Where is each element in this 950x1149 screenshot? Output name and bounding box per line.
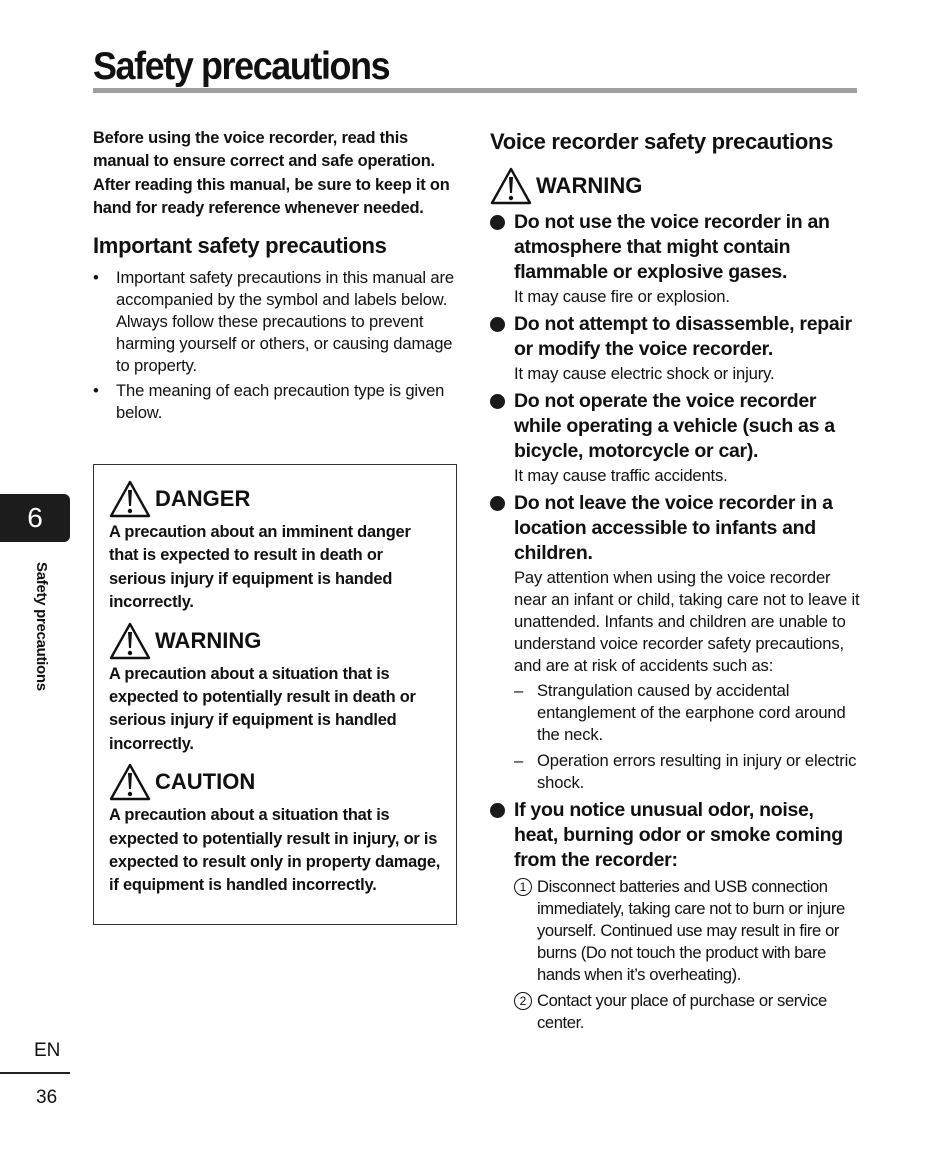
accident-examples-list [514,680,862,794]
list-item [490,210,862,308]
list-item [514,990,862,1034]
item-body: It may cause electric shock or injury. [514,364,775,383]
list-item [93,380,461,424]
chapter-number: 6 [27,502,43,533]
list-item [93,267,461,378]
item-title: Do not operate the voice recorder while operating a vehicle (such as a bicycle, motorcycle or car). [514,390,835,462]
caution-description: A precaution about a situation that is expected to potentially result in injury, or is expected to result only in property damage, if equipment is handled incorrectly. [109,806,441,895]
danger-description: A precaution about an imminent danger that is expected to result in death or serious injury if equipment is handed incorrectly. [109,523,411,612]
dash-glyph: – [514,751,524,770]
overheating-steps-list [514,876,862,1034]
item-body: It may cause fire or explosion. [514,287,730,306]
title-divider [93,88,857,93]
dash-item-text: Operation errors resulting in injury or electric shock. [537,751,857,792]
item-title: Do not leave the voice recorder in a location accessible to infants and children. [514,492,833,564]
bullet-dot-icon [490,803,505,818]
list-item [514,750,862,794]
list-item [490,312,862,385]
precaution-bullet-list [93,267,461,424]
step-number-circle: 1 [514,878,532,896]
item-title: If you notice unusual odor, noise, heat, burning odor or smoke coming from the recorder: [514,799,843,871]
bullet-dot-icon [490,317,505,332]
list-item [490,389,862,487]
danger-label: DANGER [155,486,251,511]
item-body: Pay attention when using the voice recorder near an infant or child, taking care not to leave it unattended. Infants and children are unable to understand voice recorder safety precautions, and are at risk of accidents such as: [514,568,860,675]
warning-triangle-icon [109,763,151,801]
important-precautions-heading: Important safety precautions [93,232,387,258]
list-item [514,680,862,746]
item-title: Do not attempt to disassemble, repair or modify the voice recorder. [514,313,852,360]
chapter-tab [0,494,70,542]
dash-glyph: – [514,681,524,700]
bullet-dot-icon [490,496,505,511]
page-number: 36 [36,1087,58,1108]
bullet-dot-icon [490,215,505,230]
warning-triangle-icon [109,622,151,660]
language-label: EN [34,1040,61,1061]
warning-heading [490,164,862,208]
warning-triangle-icon [109,480,151,518]
footer-divider [0,1072,70,1074]
step-text: Disconnect batteries and USB connection immediately, taking care not to burn or injure yourself. Continued use may result in fire or burns (Do not touch the product with bare hands when it’s overheating). [537,877,845,984]
list-item [490,491,862,794]
caution-label: CAUTION [155,769,256,795]
bullet-text: Important safety precautions in this manual are accompanied by the symbol and labels below. Always follow these precautions to prevent harming yourself or others, or causing damage to property. [116,267,454,376]
side-section-label: Safety precautions [33,562,50,691]
bullet-glyph: • [93,267,99,287]
warning-heading [109,621,442,661]
dash-item-text: Strangulation caused by accidental entanglement of the earphone cord around the neck. [537,681,846,744]
item-body: It may cause traffic accidents. [514,466,728,485]
signal-word-legend-box [93,464,457,925]
danger-heading [109,479,442,519]
warning-description: A precaution about a situation that is expected to potentially result in death or serious injury if equipment is handled incorrectly. [109,664,416,753]
recorder-precautions-heading: Voice recorder safety precautions [490,129,834,154]
warning-label: WARNING [155,627,262,653]
page-title: Safety precautions [93,45,390,88]
item-title: Do not use the voice recorder in an atmosphere that might contain flammable or explosive gases. [514,211,830,283]
step-number-circle: 2 [514,992,532,1010]
step-text: Contact your place of purchase or service center. [537,991,827,1032]
bullet-text: The meaning of each precaution type is given below. [116,380,445,422]
warning-triangle-icon [490,167,532,205]
intro-paragraph: Before using the voice recorder, read this manual to ensure correct and safe operation. After reading this manual, be sure to keep it on hand for ready reference whenever needed. [93,129,450,218]
caution-heading [109,762,442,802]
left-column [93,127,461,426]
right-column [490,126,862,1038]
bullet-glyph: • [93,380,99,400]
bullet-dot-icon [490,394,505,409]
list-item [514,876,862,986]
list-item [490,798,862,1034]
warning-label: WARNING [536,173,643,198]
